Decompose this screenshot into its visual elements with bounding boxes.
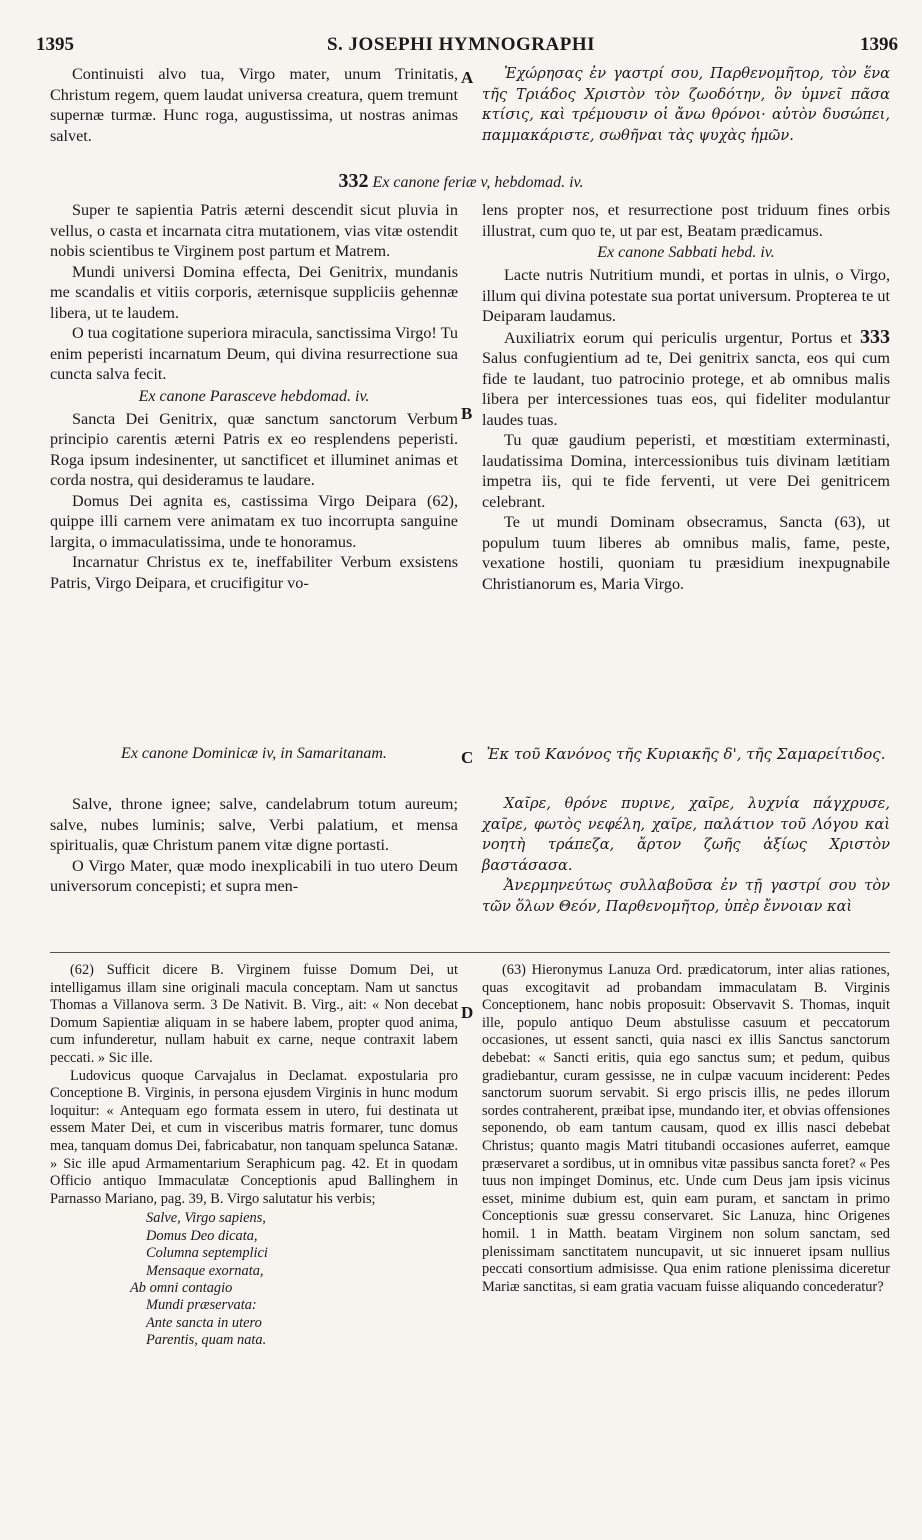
poem-line: Ab omni contagio	[130, 1279, 233, 1296]
section-332-heading	[0, 170, 922, 193]
poem-line: Salve, Virgo sapiens,	[146, 1210, 266, 1227]
greek-paragraph: Ἐχώρησας ἐν γαστρί σου, Παρθενομῆτορ, τὸν ἕνα τῆς Τριάδος Χριστὸν τὸν ζωοδότην, ὃν ὑμνεῖ πᾶσα κτίσις, καὶ τρέμουσιν οἱ ἄνω θρόνοι· αὐτὸν δυσώπει, παμμακάριστε, σωθῆναι τὰς ψυχὰς ἡμῶν.	[482, 65, 890, 144]
paragraph: Sancta Dei Genitrix, quæ sanctum sanctorum Verbum principio carentis æterni Patris ex eo resplendens peperisti. Roga ipsum indesinenter, ut sanctificet et illuminet animas et corda nostra, qui desideramus te laudare.	[50, 409, 458, 489]
paragraph: Incarnatur Christus ex te, ineffabiliter Verbum exsistens Patris, Virgo Deipara, et crucifigitur vo-	[50, 553, 458, 592]
poem-line: Mundi præservata:	[146, 1297, 257, 1314]
margin-letter-d: D	[461, 1003, 474, 1022]
lower-right-block	[482, 794, 890, 917]
paragraph-part: Auxiliatrix eorum qui periculis urgentur, Portus et	[504, 328, 852, 347]
greek-paragraph: Ἀνερμηνεύτως συλλαβοῦσα ἐν τῇ γαστρί σου τὸν τῶν ὅλων Θεόν, Παρθενομῆτορ, ὑπὲρ ἔννοιαν καὶ	[482, 877, 890, 915]
paragraph: lens propter nos, et resurrectione post triduum fines orbis illustrat, cum quo te, ut par est, Beatam prædicamus.	[482, 201, 890, 240]
right-page-number: 1396	[860, 34, 898, 55]
paragraph: O tua cogitatione superiora miracula, sanctissima Virgo! Tu enim peperisti incarnatum Deum, qui divina resurrectione sua cuncta salva fecit.	[50, 324, 458, 383]
top-left-block	[50, 64, 458, 146]
poem-line: Ante sancta in utero	[146, 1314, 262, 1331]
subheading: Ex canone Parasceve hebdomad. iv.	[138, 387, 370, 405]
footnote-paragraph: (62) Sufficit dicere B. Virginem fuisse Domum Dei, ut intelligamus illam sine originali macula conceptam. Nam ut sanctus Thomas a Villanova serm. 3 De Nativit. B. Virg., ait: « Non decebat Domum Sapientiæ aliquam in se habere labem, propter quod anima, cum infunderetur, nullam habuit ex carne, neque contraxit labem peccati. » Sic ille.	[50, 962, 458, 1066]
paragraph: Te ut mundi Dominam obsecramus, Sancta (63), ut populum tuum liberes ab omnibus malis, fame, peste, vexatione hostili, quoniam tu præsidium inexpugnabile Christianorum es, Maria Virgo.	[482, 513, 890, 593]
footnote-62	[50, 962, 458, 1350]
paragraph: Lacte nutris Nutritium mundi, et portas in ulnis, o Virgo, illum qui divina potestate sua portat universum. Propterea te ut Deiparam laudamus.	[482, 266, 890, 325]
lower-left-block	[50, 794, 458, 897]
paragraph: O Virgo Mater, quæ modo inexplicabili in tuo utero Deum universorum concepisti; et supra men-	[50, 856, 458, 895]
poem-line: Domus Deo dicata,	[146, 1227, 258, 1244]
subheading: Ex canone Sabbati hebd. iv.	[597, 244, 775, 261]
left-page-number: 1395	[36, 34, 74, 55]
section-heading-text: Ex canone feriæ v, hebdomad. iv.	[372, 174, 584, 191]
poem-line: Mensaque exornata,	[146, 1262, 264, 1279]
paragraph: Tu quæ gaudium peperisti, et mœstitiam exterminasti, laudatissima Domina, intercessionibus tuis divinam lætitiam impetra iis, qui te fide ferventi, ut vere Dei genitricem celebrant.	[482, 431, 890, 511]
dominica-heading-greek: Ἐκ τοῦ Κανόνος τῆς Κυριακῆς δ', τῆς Σαμαρείτιδος.	[486, 745, 886, 763]
latin-paragraph: Continuisti alvo tua, Virgo mater, unum Trinitatis, Christum regem, quem laudat universa creatura, quem tremunt supernæ turmæ. Hunc roga, augustissima, ut nostras animas salvet.	[50, 65, 458, 145]
left-column	[50, 200, 458, 593]
section-number: 332	[338, 170, 369, 192]
margin-letter-b: B	[461, 404, 473, 423]
greek-paragraph: Χαῖρε, θρόνε πυρινε, χαῖρε, λυχνία πάγχρυσε, χαῖρε, φωτὸς νεφέλη, χαῖρε, παλάτιον τοῦ Λόγου καὶ νοητὴ τράπεζα, ἄρτον ζωῆς ἀξίως Χριστὸν βαστάσασα.	[482, 795, 890, 874]
running-title: S. JOSEPHI HYMNOGRAPHI	[326, 34, 596, 55]
paragraph: Salve, throne ignee; salve, candelabrum totum aureum; salve, nubes luminis; salve, Verbi palatium, et mensa spiritualis, quæ Christum panem vitæ digne portasti.	[50, 795, 458, 854]
margin-letter-c: C	[461, 748, 474, 767]
footnote-paragraph: Ludovicus quoque Carvajalus in Declamat. expostularia pro Conceptione B. Virginis, in persona ejusdem Virginis in hunc modum loquitur: « Antequam ego formata essem in utero, fui destinata ut essem Mater Dei, et cum in visceribus matris formarer, tunc domus mea, tanquam domus Dei, fabricabatur, non tanquam spelunca Satanæ. » Sic ille apud Armamentarium Seraphicum pag. 42. Et in quodam Officio antiquo Immaculatæ Conceptionis apud Ballinghem in Parnasso Mariano, pag. 39, B. Virgo salutatur his verbis;	[50, 1067, 458, 1207]
paragraph: Domus Dei agnita es, castissima Virgo Deipara (62), quippe illi carnem vere animatam ex tuo incorrupta sanguine largita, o immaculatissima, unde te honoramus.	[50, 491, 458, 551]
footnote-63	[482, 962, 890, 1296]
footnote-paragraph: (63) Hieronymus Lanuza Ord. prædicatorum, inter alias rationes, quas excogitavit ad probandam immaculatam B. Virginis Conceptionem, hanc nobis proposuit: Observavit S. Thomas, inquit ille, populo antiquo Deum abstulisse casuum et peccatorum occasiones, ut essent sancti, quia nasci ex illis Sanctus sanctorum debebat: « Sancti eritis, quia ego sanctus sum; et pedum, quibus gradiebantur, curam gessisse, ne in culpæ vacuum inciderent: Pedes sanctorum suorum servabit. Si ergo priscis illis, ne pedes illorum sordes contraherent, præibat ipse, mundando iter, et obvias offensiones seponendo, ob eam tantum causam, quod ex illis nasci debebat Christus; quanto magis Matri titubandi occasiones auferret, eamque præservaret a sordibus, ut in omnibus vitæ passibus sancta foret? « Pes tuus non impinget Dominus, etc. Unde cum Deus jam ipsis vicinus esset, minime dubium est, quin eam puram, et sanctam in primo Conceptionis suæ gressu conservaret. Sic Lanuza, hinc Origenes homil. 1 in Matth. beatam Virginem non solum sanctam, sed plenissimam sanctitatem nuncupavit, ut sic innueret ipsam nullius peccati consortium admisisse. Qua enim ratione plenissima diceretur Mariæ sanctitas, si eam gratia vacuam fuisse aliquando concederatur?	[482, 962, 890, 1295]
footnote-divider	[50, 952, 890, 953]
poem-line: Columna septemplici	[146, 1245, 268, 1262]
paragraph: Super te sapientia Patris æterni descendit sicut pluvia in vellus, o casta et incarnata citra mutationem, vias vitæ ostendit nobis scientibus te Virginem post partum et Matrem.	[50, 201, 458, 260]
paragraph-auxiliatrix	[482, 327, 890, 431]
dominica-heading-latin: Ex canone Dominicæ iv, in Samaritanam.	[121, 745, 387, 762]
section-number: 333	[860, 325, 890, 348]
poem-line: Parentis, quam nata.	[146, 1332, 267, 1349]
paragraph-part: Salus confugientium ad te, Dei genitrix sancta, eos qui cum fide te laudant, tuo patrocinio protege, et ab omnibus malis libera per intercessiones tuas eos, qui fideliter modulantur laudes tuas.	[482, 349, 890, 429]
paragraph: Mundi universi Domina effecta, Dei Genitrix, mundanis me scandalis et vitiis corporis, æternisque suppliciis gehennæ libera, ut te laudem.	[50, 262, 458, 322]
top-right-block	[482, 64, 890, 146]
margin-letter-a: A	[461, 68, 474, 87]
poem	[130, 1210, 458, 1349]
right-column	[482, 200, 890, 594]
